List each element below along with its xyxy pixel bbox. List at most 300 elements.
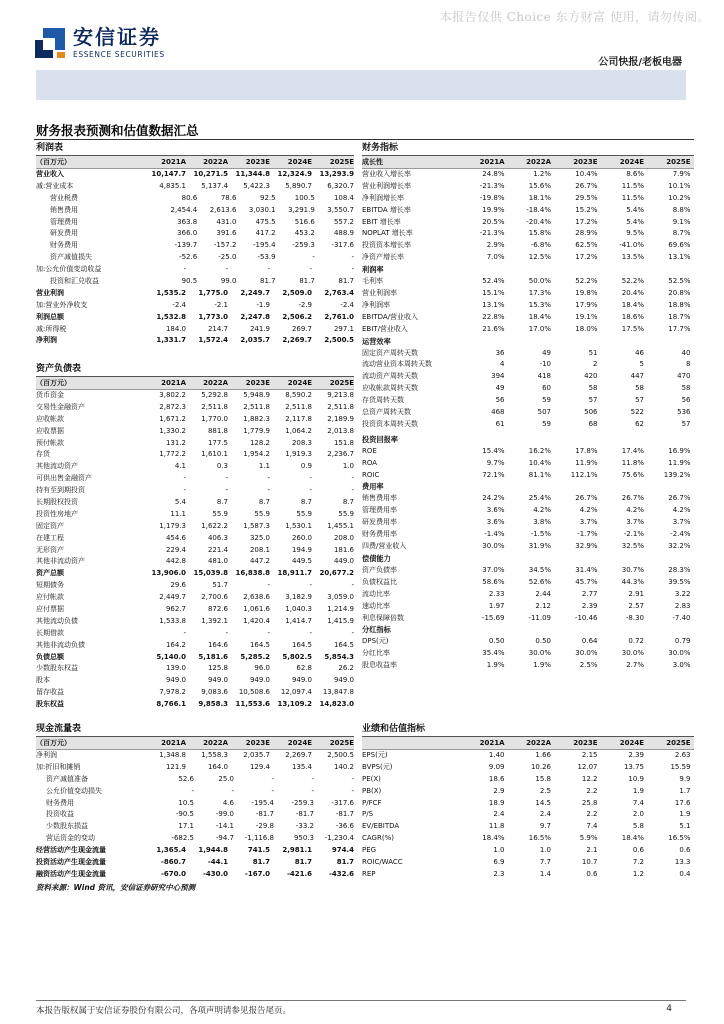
year-header: 2021A xyxy=(161,739,186,747)
cell-value: 30.0% xyxy=(575,649,598,658)
cell-value: -8.30 xyxy=(625,613,644,622)
cell-value: 2,509.0 xyxy=(282,288,312,297)
table-row xyxy=(36,414,354,426)
table-row xyxy=(36,616,354,628)
cell-value: 57 xyxy=(635,396,644,405)
row-label: 减:营业成本 xyxy=(36,181,74,190)
cell-value: 15.4% xyxy=(482,446,505,455)
cell-value: 0.9 xyxy=(300,462,312,471)
table-row xyxy=(362,857,694,869)
table-row xyxy=(36,833,354,845)
cell-value: 52.6 xyxy=(178,774,194,783)
row-label: 营运资金的变动 xyxy=(46,834,95,843)
row-label: 投资性房地产 xyxy=(36,509,78,518)
cell-value: 2.77 xyxy=(581,589,598,598)
table-row xyxy=(36,300,354,312)
row-label: 净利润率 xyxy=(362,300,390,309)
cell-value: 1,420.4 xyxy=(243,616,270,625)
cell-value: 69.6% xyxy=(668,241,691,250)
cell-value: 3,030.1 xyxy=(248,205,276,214)
cell-value: 1,775.0 xyxy=(198,288,228,297)
cell-value: 208.1 xyxy=(249,545,270,554)
group-heading: 成长性 xyxy=(362,158,383,166)
row-label: 研发费用 xyxy=(50,229,78,238)
row-label: 存货 xyxy=(36,450,50,459)
cell-value: 18.6% xyxy=(621,312,644,321)
cell-value: - xyxy=(309,474,312,483)
table-row xyxy=(36,809,354,821)
cell-value: 55.9 xyxy=(338,509,354,518)
cell-value: 26.7% xyxy=(621,494,644,503)
cell-value: 25.8 xyxy=(581,798,598,807)
cell-value: - xyxy=(351,486,354,495)
cell-value: 0.6 xyxy=(632,846,644,855)
cell-value: 2.2 xyxy=(586,786,598,795)
cell-value: -94.7 xyxy=(215,834,234,843)
row-label: 少数股东损益 xyxy=(46,822,88,831)
cell-value: 17.1 xyxy=(178,822,194,831)
cell-value: - xyxy=(351,474,354,483)
cell-value: 9.9 xyxy=(679,774,691,783)
cell-value: 100.5 xyxy=(294,193,315,202)
table-row xyxy=(36,438,354,450)
cell-value: 4.1 xyxy=(174,462,186,471)
unit-label: （百万元） xyxy=(36,739,71,747)
cell-value: 49 xyxy=(495,384,505,393)
cell-value: 61 xyxy=(495,419,505,428)
table-row xyxy=(362,205,694,217)
cell-value: 449.0 xyxy=(333,557,354,566)
cell-value: 5,854.3 xyxy=(324,652,354,661)
cell-value: -195.4 xyxy=(253,241,276,250)
income-statement-table xyxy=(36,141,354,347)
cell-value: 90.5 xyxy=(181,277,198,286)
cell-value: 164.5 xyxy=(291,640,312,649)
table-row xyxy=(362,613,694,625)
cell-value: 7.0% xyxy=(486,253,505,262)
cell-value: 0.3 xyxy=(216,462,228,471)
cell-value: 139.2% xyxy=(663,470,691,479)
year-header: 2022A xyxy=(526,739,551,747)
cell-value: 418 xyxy=(537,372,551,381)
cell-value: 1.1 xyxy=(258,462,270,471)
cell-value: 5.8 xyxy=(632,822,644,831)
cell-value: 55.9 xyxy=(254,509,270,518)
cell-value: 194.9 xyxy=(291,545,312,554)
cell-value: 0.64 xyxy=(581,637,598,646)
cell-value: 108.4 xyxy=(333,193,355,202)
table-row xyxy=(362,636,694,648)
cell-value: 10,508.6 xyxy=(238,688,270,697)
cell-value: 5,890.7 xyxy=(285,181,312,190)
row-label: 流动比率 xyxy=(362,589,390,598)
table-row xyxy=(362,371,694,383)
cell-value: 10,271.5 xyxy=(193,170,228,178)
cell-value: - xyxy=(231,786,234,795)
cell-value: -317.6 xyxy=(331,241,355,250)
table-body xyxy=(36,750,354,881)
row-label: 净利润 xyxy=(36,336,57,345)
cell-value: 2.2 xyxy=(586,810,598,819)
table-row xyxy=(36,568,354,580)
cell-value: 447 xyxy=(630,372,644,381)
cell-value: 39.5% xyxy=(668,577,691,586)
cell-value: -195.4 xyxy=(251,798,274,807)
cell-value: - xyxy=(225,486,228,495)
cell-value: 3,291.9 xyxy=(288,205,315,214)
cell-value: 59 xyxy=(542,396,551,405)
cell-value: 11.9% xyxy=(668,458,691,467)
header-banner xyxy=(36,70,686,100)
cell-value: 28.3% xyxy=(668,565,691,574)
row-label: 加:折旧和摊销 xyxy=(36,762,81,771)
cell-value: 49 xyxy=(542,348,551,357)
cell-value: 18,911.7 xyxy=(277,569,312,578)
cell-value: 2.83 xyxy=(674,601,691,610)
row-label: 固定资产 xyxy=(36,521,64,530)
cell-value: 8.7 xyxy=(258,498,270,507)
cell-value: 0.72 xyxy=(628,637,644,646)
cell-value: 2.0 xyxy=(632,810,644,819)
row-label: 其他流动资产 xyxy=(36,462,78,471)
row-label: 少数股东权益 xyxy=(36,664,78,673)
cell-value: 8.8% xyxy=(672,205,691,214)
cell-value: - xyxy=(183,628,186,637)
cell-value: 1,772.2 xyxy=(159,450,186,459)
cell-value: 1.9 xyxy=(679,810,691,819)
cell-value: 17.6 xyxy=(674,798,691,807)
cell-value: - xyxy=(225,474,228,483)
year-header: 2025E xyxy=(329,739,354,747)
row-label: 销售费用 xyxy=(50,205,78,214)
row-label: 可供出售金融资产 xyxy=(36,474,92,483)
column-header-row xyxy=(362,737,694,750)
table-row xyxy=(36,545,354,557)
cell-value: 949.0 xyxy=(249,676,270,685)
cell-value: 3.6% xyxy=(486,506,505,515)
cell-value: -860.7 xyxy=(160,858,186,867)
cell-value: 1.9 xyxy=(632,786,644,795)
table-row xyxy=(36,390,354,402)
row-label: 四费/营业收入 xyxy=(362,542,407,551)
cell-value: 30.0% xyxy=(621,649,644,658)
cell-value: 2,035.7 xyxy=(243,751,270,759)
row-label: 投资和汇兑收益 xyxy=(50,277,99,286)
year-header: 2025E xyxy=(666,739,691,747)
table-row xyxy=(362,601,694,613)
cell-value: 2,981.1 xyxy=(282,846,312,855)
cell-value: 3.7% xyxy=(672,518,691,527)
cell-value: 1,179.3 xyxy=(159,521,186,530)
table-row xyxy=(36,869,354,881)
cell-value: 135.4 xyxy=(291,762,312,771)
cell-value: 4 xyxy=(500,360,505,369)
cell-value: 164.0 xyxy=(207,762,228,771)
cell-value: -21.3% xyxy=(479,181,505,190)
cell-value: 12,324.9 xyxy=(277,170,312,178)
cell-value: 2,511.8 xyxy=(327,402,354,411)
row-label: EPS(元) xyxy=(362,751,388,759)
table-body xyxy=(36,390,354,711)
table-row xyxy=(362,181,694,193)
row-label: 净资产增长率 xyxy=(362,253,404,262)
cell-value: 164.5 xyxy=(333,640,354,649)
table-row xyxy=(36,521,354,533)
cell-value: 2,700.6 xyxy=(201,593,228,602)
row-label: EBITDA 增长率 xyxy=(362,205,411,214)
cell-value: 1.2 xyxy=(632,869,644,878)
cell-value: -157.2 xyxy=(213,241,237,250)
table-row xyxy=(36,205,354,217)
cell-value: 536 xyxy=(677,408,691,417)
row-label: 股东权益 xyxy=(36,700,64,709)
cell-value: -1,230.4 xyxy=(324,834,354,843)
cell-value: 55.9 xyxy=(212,509,228,518)
cell-value: 26.7% xyxy=(575,494,598,503)
cell-value: - xyxy=(351,253,355,262)
cell-value: 36 xyxy=(495,348,505,357)
cell-value: 57 xyxy=(681,419,691,428)
row-label: 股息收益率 xyxy=(362,661,397,670)
column-header-row xyxy=(36,377,354,390)
cell-value: - xyxy=(267,628,270,637)
row-label: 营业税费 xyxy=(50,193,78,202)
cell-value: 1.0 xyxy=(342,462,354,471)
cell-value: 1,587.3 xyxy=(243,521,270,530)
cell-value: 10.7 xyxy=(581,858,598,867)
cell-value: 13.5% xyxy=(621,253,644,262)
cell-value: 2,236.7 xyxy=(327,450,354,459)
cell-value: -1.7% xyxy=(577,530,598,539)
cell-value: 3.8% xyxy=(533,518,551,527)
table-row xyxy=(362,324,694,336)
cell-value: 5 xyxy=(639,360,644,369)
cell-value: -11.09 xyxy=(528,613,551,622)
cell-value: 10.5 xyxy=(178,798,194,807)
table-row xyxy=(362,869,694,881)
cell-value: 11.8 xyxy=(488,822,505,831)
cell-value: 5,422.3 xyxy=(243,181,270,190)
cell-value: 2,500.5 xyxy=(324,336,354,345)
cell-value: 7.4 xyxy=(632,798,644,807)
table-row xyxy=(362,407,694,419)
row-label: P/FCF xyxy=(362,798,382,807)
group-heading: 运营效率 xyxy=(362,336,391,346)
cell-value: - xyxy=(309,581,312,590)
cell-value: - xyxy=(267,474,270,483)
table-row xyxy=(36,750,354,762)
cell-value: 2.44 xyxy=(535,589,551,598)
row-label: EBIT/营业收入 xyxy=(362,324,408,333)
cell-value: -430.0 xyxy=(202,869,228,878)
cell-value: 0.79 xyxy=(674,637,691,646)
cell-value: 1,919.3 xyxy=(285,450,312,459)
row-label: 管理费用 xyxy=(50,217,78,226)
cell-value: 17.4% xyxy=(621,446,644,455)
table-row xyxy=(36,497,354,509)
cell-value: 1.7 xyxy=(679,786,691,795)
cell-value: 68 xyxy=(588,419,598,428)
cell-value: - xyxy=(267,265,270,274)
cell-value: 15.6% xyxy=(528,181,551,190)
cell-value: 18.9 xyxy=(488,798,505,807)
row-label: CAGR(%) xyxy=(362,834,394,843)
table-row xyxy=(362,786,694,798)
cell-value: 8.7% xyxy=(672,229,691,238)
cell-value: 18.4% xyxy=(528,312,551,321)
table-row xyxy=(36,181,354,193)
cell-value: 52.2% xyxy=(621,277,644,286)
cell-value: 12,097.4 xyxy=(280,688,312,697)
table-row xyxy=(36,652,354,664)
cell-value: 19.8% xyxy=(575,289,598,298)
cell-value: 5,802.5 xyxy=(282,652,312,661)
year-header: 2022A xyxy=(203,379,228,387)
row-label: 负债总额 xyxy=(36,652,64,661)
cell-value: 4.2% xyxy=(672,506,691,515)
row-label: 财务费用 xyxy=(46,798,74,807)
cell-value: 1.66 xyxy=(535,751,551,759)
cell-value: 949.0 xyxy=(165,676,186,685)
row-label: ROIC xyxy=(362,470,380,479)
cell-value: 18.4% xyxy=(621,834,644,843)
cell-value: 366.0 xyxy=(177,229,198,238)
cell-value: -99.0 xyxy=(215,810,234,819)
cell-value: -317.6 xyxy=(331,798,354,807)
cell-value: 453.2 xyxy=(294,229,315,238)
cell-value: 6.9 xyxy=(493,858,505,867)
year-header: 2024E xyxy=(619,158,644,166)
cell-value: 15.59 xyxy=(670,762,691,771)
cell-value: 56 xyxy=(495,396,505,405)
cell-value: 1,622.2 xyxy=(201,521,228,530)
table-row xyxy=(36,473,354,485)
cell-value: 1,330.2 xyxy=(159,426,186,435)
cell-value: 406.3 xyxy=(207,533,228,542)
cell-value: 11.5% xyxy=(621,193,644,202)
table-row xyxy=(36,169,354,181)
cell-value: 0.50 xyxy=(535,637,551,646)
cell-value: 10.1% xyxy=(668,181,691,190)
cell-value: - xyxy=(191,786,194,795)
cell-value: 1,415.9 xyxy=(327,616,354,625)
table-row xyxy=(362,541,694,553)
cell-value: 5,137.4 xyxy=(201,181,228,190)
table-row xyxy=(36,687,354,699)
table-row xyxy=(36,663,354,675)
row-label: 融资活动产生现金流量 xyxy=(36,869,106,878)
cell-value: 16.2% xyxy=(528,446,551,455)
table-row xyxy=(36,640,354,652)
cell-value: 11,344.8 xyxy=(235,170,270,178)
cell-value: 1,773.0 xyxy=(198,312,228,321)
cell-value: 1,392.1 xyxy=(201,616,228,625)
cell-value: - xyxy=(225,628,228,637)
year-header: 2023E xyxy=(245,158,270,166)
cell-value: - xyxy=(311,774,314,783)
cell-value: 8,766.1 xyxy=(156,700,186,709)
cell-value: 13.1% xyxy=(668,253,691,262)
cell-value: 516.6 xyxy=(294,217,315,226)
cell-value: 125.8 xyxy=(207,664,228,673)
cell-value: 2,035.7 xyxy=(240,336,270,345)
cell-value: 1,572.4 xyxy=(198,336,228,345)
cell-value: -81.7 xyxy=(255,810,274,819)
cell-value: 20,677.2 xyxy=(319,569,354,578)
table-row xyxy=(36,774,354,786)
cell-value: 8,590.2 xyxy=(285,391,312,399)
cell-value: -81.7 xyxy=(335,810,354,819)
row-label: EBIT 增长率 xyxy=(362,217,401,226)
cell-value: 3,802.2 xyxy=(159,391,186,399)
financial-indicators-table xyxy=(362,141,694,672)
cell-value: 2,511.8 xyxy=(201,402,228,411)
table-row xyxy=(36,485,354,497)
cell-value: -421.6 xyxy=(286,869,312,878)
cell-value: 2,117.8 xyxy=(285,414,312,423)
cell-value: -18.4% xyxy=(526,205,551,214)
cell-value: - xyxy=(225,265,228,274)
table-row xyxy=(362,470,694,482)
cell-value: 13,906.0 xyxy=(151,569,186,578)
cell-value: 58 xyxy=(681,384,691,393)
report-type-label: 公司快报/老板电器 xyxy=(598,57,682,68)
table-row xyxy=(36,845,354,857)
cell-value: -15.69 xyxy=(481,613,505,622)
cell-value: -1,116.8 xyxy=(244,834,274,843)
cell-value: 11.5% xyxy=(621,181,644,190)
cell-value: 16.5% xyxy=(528,834,551,843)
cell-value: -44.1 xyxy=(207,858,228,867)
cell-value: 35.4% xyxy=(482,649,505,658)
cell-value: 2,013.8 xyxy=(327,426,354,435)
cell-value: 297.1 xyxy=(333,324,354,333)
table-row xyxy=(362,577,694,589)
table-row xyxy=(362,395,694,407)
row-label: 负债权益比 xyxy=(362,577,397,586)
cell-value: 18.4% xyxy=(621,300,644,309)
cell-value: 269.7 xyxy=(291,324,312,333)
cell-value: 1,533.8 xyxy=(159,616,186,625)
table-row xyxy=(362,228,694,240)
row-label: 财务费用 xyxy=(50,241,78,250)
row-label: 固定资产周转天数 xyxy=(362,348,418,357)
cell-value: 1,532.8 xyxy=(156,312,186,321)
cell-value: 2.1 xyxy=(586,846,598,855)
cell-value: 177.5 xyxy=(207,438,228,447)
cell-value: 1.2% xyxy=(533,170,551,178)
cell-value: 32.9% xyxy=(575,542,598,551)
cell-value: 5,285.2 xyxy=(240,652,270,661)
row-label: 利润总额 xyxy=(36,312,64,321)
cell-value: 164.2 xyxy=(165,640,186,649)
cell-value: - xyxy=(351,628,354,637)
cell-value: 1,535.2 xyxy=(156,288,186,297)
row-label: 总资产周转天数 xyxy=(362,408,411,417)
cell-value: 62.8 xyxy=(296,664,312,673)
cell-value: 470 xyxy=(677,372,691,381)
cell-value: 468 xyxy=(491,408,505,417)
cell-value: 4.2% xyxy=(533,506,551,515)
cell-value: 4.2% xyxy=(626,506,644,515)
table-title: 财务指标 xyxy=(362,141,694,156)
row-label: 股本 xyxy=(36,676,50,685)
cell-value: 13,847.8 xyxy=(322,688,354,697)
table-row xyxy=(362,845,694,857)
year-header: 2025E xyxy=(329,158,354,166)
table-row xyxy=(362,493,694,505)
unit-label: （百万元） xyxy=(36,379,71,387)
